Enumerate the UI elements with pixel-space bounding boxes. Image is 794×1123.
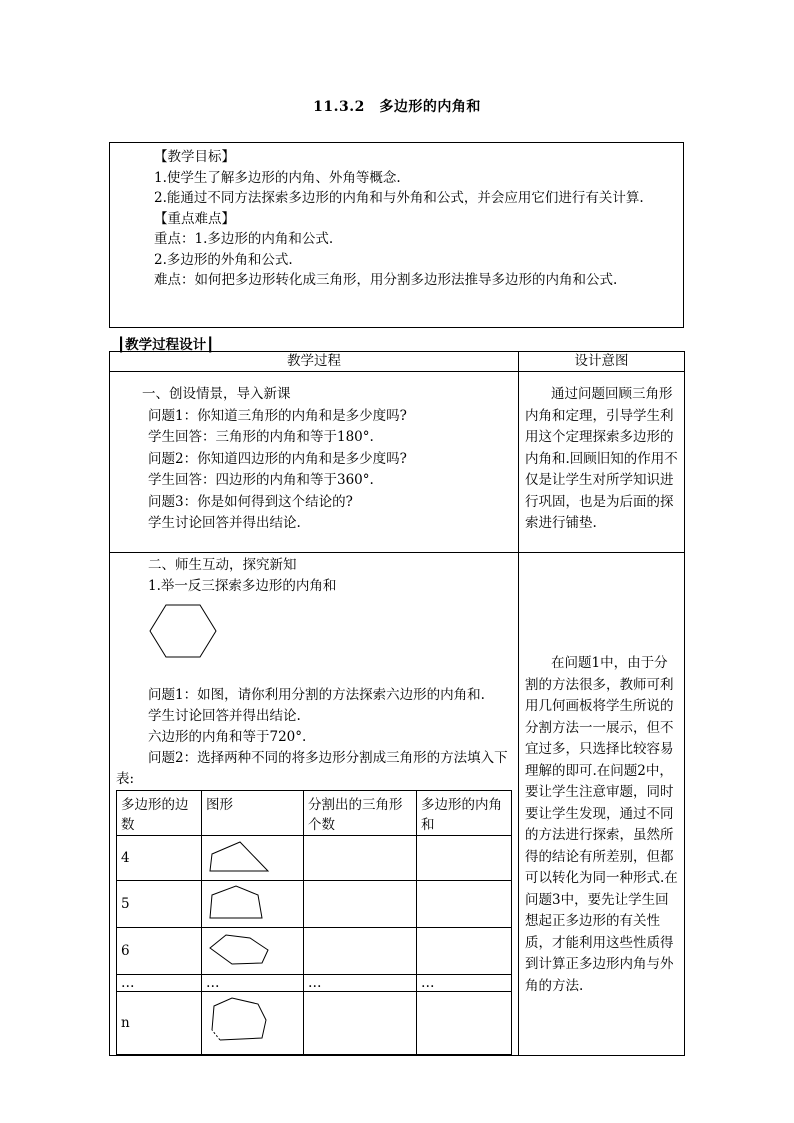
key-points-heading: 【重点难点】 — [154, 210, 235, 227]
section2-intent-cell — [519, 553, 685, 1056]
section1-a1: 学生回答：三角形的内角和等于180°. — [148, 429, 374, 445]
ellipsis-cell: … — [117, 975, 202, 992]
objective-2: 2.能通过不同方法探索多边形的内角和与外角和公式，并会应用它们进行有关计算. — [154, 190, 644, 206]
header-sides: 多边形的边数 — [117, 791, 202, 836]
n-gon-figure — [202, 992, 304, 1055]
ellipsis-cell: … — [417, 975, 512, 992]
section2-cell — [110, 553, 519, 1056]
hexagon-figure — [148, 603, 512, 673]
pentagon-figure — [202, 881, 304, 928]
ellipsis-cell: … — [304, 975, 417, 992]
section1-q2: 问题2：你知道四边形的内角和是多少度吗? — [148, 450, 407, 467]
objectives-box — [109, 142, 684, 328]
section1-intent-cell — [519, 372, 685, 553]
section1-a2: 学生回答：四边形的内角和等于360°. — [148, 472, 374, 488]
col-intent-header: 设计意图 — [519, 352, 685, 372]
section2-q1: 问题1：如图，请你利用分割的方法探索六边形的内角和. — [148, 687, 485, 703]
section1-title: 一、创设情景，导入新课 — [142, 386, 291, 402]
header-angle-sum: 多边形的内角和 — [417, 791, 512, 836]
section1-a3: 学生讨论回答并得出结论. — [148, 515, 301, 531]
section2-q2: 问题2：选择两种不同的将多边形分割成三角形的方法填入下表: — [116, 750, 508, 787]
polygon-table — [116, 790, 512, 1055]
section2-sub1: 1.举一反三探索多边形的内角和 — [148, 578, 337, 594]
header-triangles: 分割出的三角形个数 — [304, 791, 417, 836]
page-title: 11.3.2 多边形的内角和 — [313, 99, 481, 115]
key-point-2: 2.多边形的外角和公式. — [154, 251, 293, 268]
section2-title: 二、师生互动，探究新知 — [148, 557, 297, 573]
col-process-header: 教学过程 — [110, 352, 519, 372]
row-sides: 5 — [117, 881, 202, 928]
section1-cell — [110, 372, 519, 553]
hexagon-table-figure — [202, 928, 304, 975]
quadrilateral-figure — [202, 836, 304, 881]
section2-intent: 在问题1中，由于分割的方法很多，教师可利用几何画板将学生所说的分割方法一一展示，但不宜过多，只选择比较容易理解的即可.在问题2中，要让学生注意审题，同时要让学生发现，通过不同的方法进行探索，虽然所得的结论有所差别，但都可以转化为同一种形式.在问题3中，要先让学生回想起正多边形的有关性质，才能利用这些性质得到计算正多边形内角与外角的方法. — [525, 655, 678, 994]
row-sides: 6 — [117, 928, 202, 975]
process-table — [109, 351, 685, 1056]
row-sides: 4 — [117, 836, 202, 881]
ellipsis-cell: … — [202, 975, 304, 992]
difficulty: 难点：如何把多边形转化成三角形，用分割多边形法推导多边形的内角和公式. — [154, 272, 618, 288]
objectives-heading: 【教学目标】 — [154, 149, 235, 165]
section1-q1: 问题1：你知道三角形的内角和是多少度吗? — [148, 407, 407, 424]
section2-result: 六边形的内角和等于720°. — [148, 729, 307, 745]
objective-1: 1.使学生了解多边形的内角、外角等概念. — [154, 169, 401, 186]
section2-discuss: 学生讨论回答并得出结论. — [148, 708, 301, 724]
header-figure: 图形 — [202, 791, 304, 836]
section1-q3: 问题3：你是如何得到这个结论的? — [148, 493, 353, 510]
process-heading: ┃教学过程设计┃ — [117, 337, 215, 353]
section1-intent: 通过问题回顾三角形内角和定理，引导学生利用这个定理探索多边形的内角和.回顾旧知的作用不仅是让学生对所学知识进行巩固，也是为后面的探索进行铺垫. — [525, 386, 678, 531]
row-sides: n — [117, 992, 202, 1055]
key-point-1: 重点：1.多边形的内角和公式. — [154, 231, 334, 247]
